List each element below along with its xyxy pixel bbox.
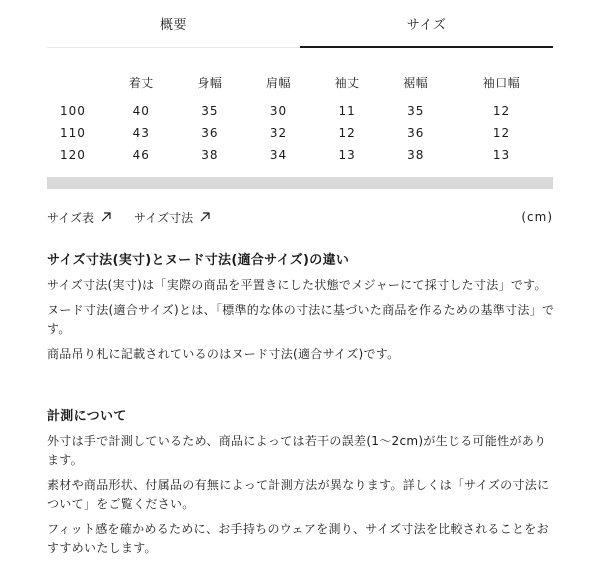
arrow-up-right-icon — [100, 211, 112, 223]
section-paragraph: 外寸は手で計測しているため、商品によっては若干の誤差(1〜2cm)が生じる可能性があります。 — [47, 434, 547, 467]
unit-label: (cm) — [521, 210, 553, 224]
table-cell: 11 — [338, 104, 356, 118]
size-table — [47, 64, 553, 166]
table-cell: 38 — [201, 148, 219, 162]
table-cell: 30 — [269, 104, 288, 118]
measurement-section — [47, 408, 557, 564]
tab-size[interactable]: サイズ — [300, 0, 553, 47]
table-row — [47, 122, 553, 144]
table-cell: 12 — [492, 104, 511, 118]
table-header-cell: 裾幅 — [403, 75, 429, 90]
table-cell: 46 — [132, 148, 150, 162]
arrow-up-right-icon — [199, 211, 211, 223]
section-title: 計測について — [47, 409, 127, 424]
size-measure-link[interactable] — [134, 209, 211, 226]
size-links-bar — [47, 207, 553, 227]
section-paragraph: 商品吊り札に記載されているのはヌード寸法(適合サイズ)です。 — [47, 347, 400, 361]
table-cell: 43 — [132, 126, 150, 140]
table-cell: 36 — [407, 126, 425, 140]
table-row — [47, 144, 553, 166]
section-title: サイズ寸法(実寸)とヌード寸法(適合サイズ)の違い — [47, 253, 350, 268]
size-difference-section — [47, 252, 557, 370]
table-header-cell: 身幅 — [197, 75, 223, 90]
table-header-cell: 肩幅 — [266, 75, 292, 90]
table-header-cell: 袖丈 — [334, 75, 360, 90]
table-horizontal-scrollbar[interactable] — [47, 177, 553, 189]
table-header-row — [47, 64, 553, 100]
table-cell: 35 — [407, 104, 425, 118]
table-cell: 100 — [60, 104, 86, 118]
table-cell: 40 — [132, 104, 150, 118]
size-chart-link[interactable] — [47, 209, 112, 226]
section-paragraph: サイズ寸法(実寸)は「実際の商品を平置きにした状態でメジャーにて採寸した寸法」です。 — [47, 278, 547, 292]
size-chart-link-label: サイズ表 — [47, 210, 95, 225]
table-row — [47, 100, 553, 122]
table-cell: 110 — [60, 126, 86, 140]
section-paragraph: フィット感を確かめるために、お手持ちのウェアを測り、サイズ寸法を比較されることをおすすめいたします。 — [47, 522, 549, 555]
table-cell: 12 — [338, 126, 356, 140]
table-cell: 120 — [60, 148, 86, 162]
table-cell: 12 — [492, 126, 511, 140]
table-cell: 32 — [269, 126, 288, 140]
section-paragraph: ヌード寸法(適合サイズ)とは、「標準的な体の寸法に基づいた商品を作るための基準寸法」です。 — [47, 303, 555, 336]
table-cell: 13 — [338, 148, 356, 162]
tab-overview[interactable]: 概要 — [159, 18, 187, 33]
table-cell: 35 — [201, 104, 219, 118]
table-cell: 38 — [407, 148, 425, 162]
table-header-cell: 着丈 — [128, 75, 154, 90]
table-cell: 36 — [201, 126, 219, 140]
table-cell: 34 — [269, 148, 288, 162]
table-cell: 13 — [492, 148, 511, 162]
tab-bar — [47, 0, 553, 48]
table-header-cell — [47, 64, 107, 100]
size-measure-link-label: サイズ寸法 — [134, 210, 194, 225]
table-header-cell: 袖口幅 — [482, 75, 521, 90]
section-paragraph: 素材や商品形状、付属品の有無によって計測方法が異なります。詳しくは「サイズの寸法について」をご覧ください。 — [47, 478, 550, 511]
